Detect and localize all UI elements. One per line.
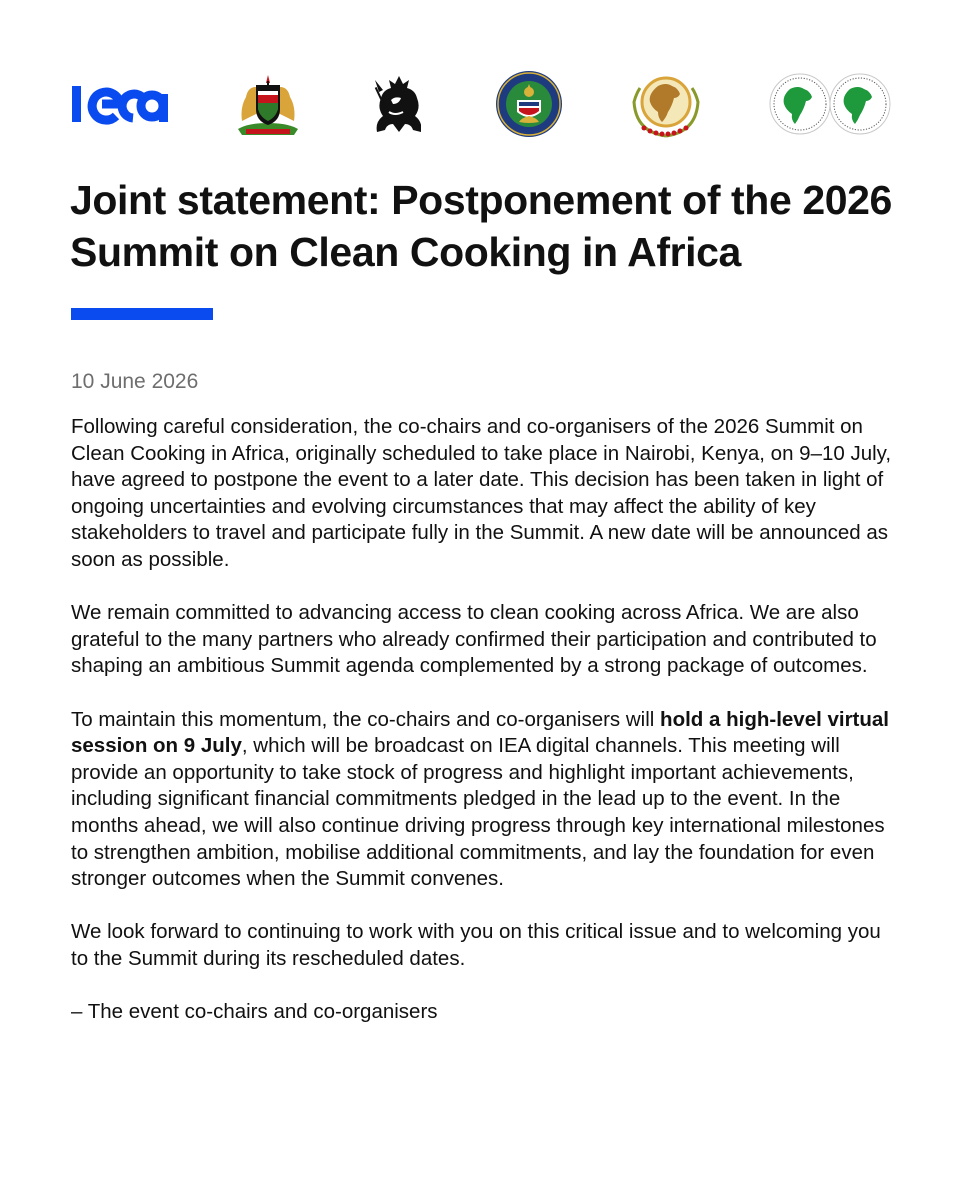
kenya-coat-of-arms-icon [234, 71, 302, 137]
paragraph-1: Following careful consideration, the co-chairs and co-organisers of the 2026 Summit on Clean Cooking in Africa, originally scheduled to take place in Nairobi, Kenya, on 9–10 July, have agreed to postpone the event to a later date. This decision has been taken in light of ongoing uncertainties and evolving circumstances that may affect the ability of key stakeholders to travel and participate fully in the Summit. A new date will be announced as soon as possible. [71, 415, 892, 571]
statement-body [71, 414, 901, 1052]
african-development-bank-logo [768, 62, 892, 146]
signature-line: – The event co-chairs and co-organisers [71, 1000, 438, 1024]
page-title: Joint statement: Postponement of the 2026 Summit on Clean Cooking in Africa [70, 177, 892, 275]
kenya-coat-of-arms-logo [232, 62, 304, 146]
partner-logos-row [0, 62, 960, 146]
us-department-of-energy-seal-logo [494, 62, 564, 146]
afdb-double-africa-icon [768, 71, 892, 137]
paragraph-2: We remain committed to advancing access to clean cooking across Africa. We are also grateful to the many partners who already confirmed their participation and contributed to shaping an ambitious Summit agenda complemented by a strong package of outcomes. [71, 601, 877, 678]
doe-seal-icon [495, 70, 563, 138]
paragraph-3-rest: , which will be broadcast on IEA digital channels. This meeting will provide an opportunity to take stock of progress and highlight important achievements, including significant financial commitments pledged in the lead up to the event. In the months ahead, we will also continue driving progress through key international milestones to strengthen ambition, mobilise additional commitments, and lay the foundation for even stronger outcomes when the Summit convenes. [71, 734, 885, 891]
paragraph-3 [71, 707, 901, 893]
paragraph-4: We look forward to continuing to work with you on this critical issue and to welcoming you to the Summit during its rescheduled dates. [71, 920, 881, 970]
african-union-emblem-logo [628, 62, 704, 146]
norway-lion-icon [371, 72, 421, 136]
african-union-icon [630, 70, 702, 138]
iea-logo [72, 62, 172, 146]
paragraph-3-highlight: hold a high-level virtual session on 9 July [71, 707, 890, 758]
publication-date: 10 June 2026 [71, 370, 199, 393]
paragraph-3-intro: To maintain this momentum, the co-chairs and co-organisers will [71, 707, 661, 731]
norway-emblem-logo [368, 62, 424, 146]
title-accent-bar [71, 308, 213, 320]
iea-logo-mark [72, 82, 172, 126]
